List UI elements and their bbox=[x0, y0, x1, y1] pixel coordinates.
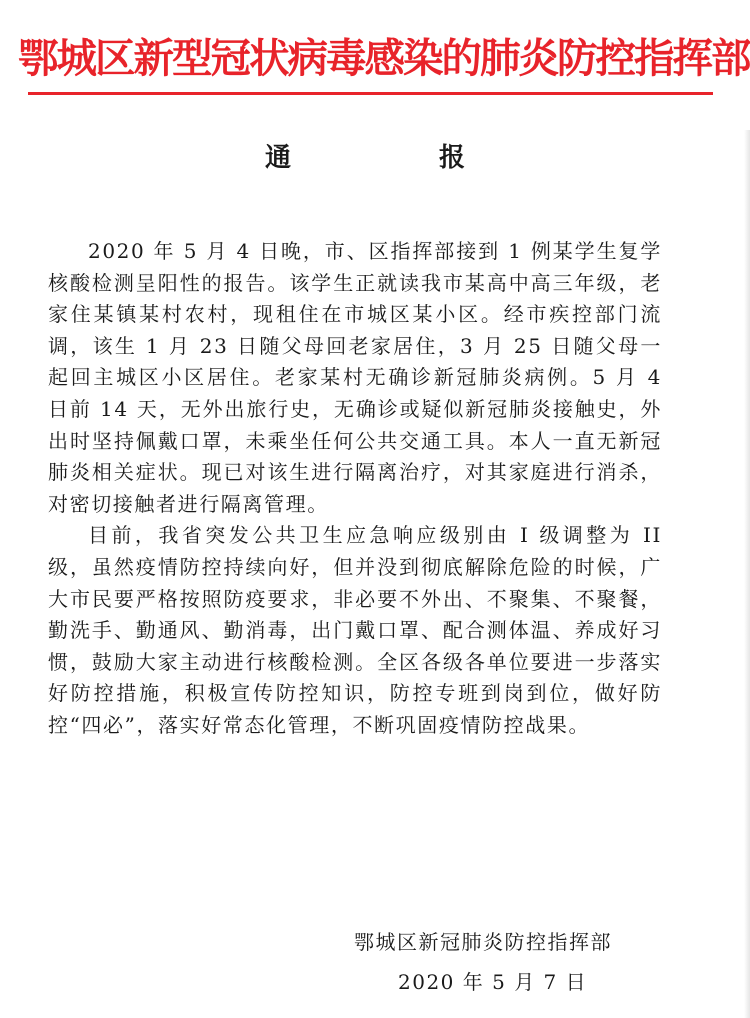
page-edge-shadow bbox=[744, 130, 750, 1018]
body-paragraph-1: 2020 年 5 月 4 日晚，市、区指挥部接到 1 例某学生复学核酸检测呈阳性的报告。该学生正就读我市某高中高三年级，老家住某镇某村农村，现租住在市城区某小区。经市疾控部门流调，该生 1 月 23 日随父母回老家居住，3 月 25 日随父母一起回主城区小区居住。老家某村无确诊新冠肺炎病例。5 月 4 日前 14 天，无外出旅行史，无确诊或疑似新冠肺炎接触史，外出时坚持佩戴口罩，未乘坐任何公共交通工具。本人一直无新冠肺炎相关症状。现已对该生进行隔离治疗，对其家庭进行消杀，对密切接触者进行隔离管理。 bbox=[48, 239, 662, 516]
notice-title-char-1: 通 bbox=[265, 143, 292, 173]
issuer-header-title: 鄂城区新型冠状病毒感染的肺炎防控指挥部 bbox=[18, 34, 750, 82]
signature-block bbox=[330, 922, 650, 1002]
signature-organization: 鄂城区新冠肺炎防控指挥部 bbox=[354, 930, 612, 954]
body-paragraph-2: 目前，我省突发公共卫生应急响应级别由 I 级调整为 II 级，虽然疫情防控持续向好，但并没到彻底解除危险的时候，广大市民要严格按照防疫要求，非必要不外出、不聚集、不聚餐，勤洗手、勤通风、勤消毒，出门戴口罩、配合测体温、养成好习惯，鼓励大家主动进行核酸检测。全区各级各单位要进一步落实好防控措施，积极宣传防控知识，防控专班到岗到位，做好防控“四必”，落实好常态化管理，不断巩固疫情防控战果。 bbox=[48, 523, 662, 737]
notice-body bbox=[48, 236, 662, 742]
header-red-rule bbox=[28, 92, 713, 95]
signature-date: 2020 年 5 月 7 日 bbox=[398, 970, 588, 994]
notice-title-char-2: 报 bbox=[438, 143, 465, 173]
notice-title bbox=[265, 138, 465, 178]
